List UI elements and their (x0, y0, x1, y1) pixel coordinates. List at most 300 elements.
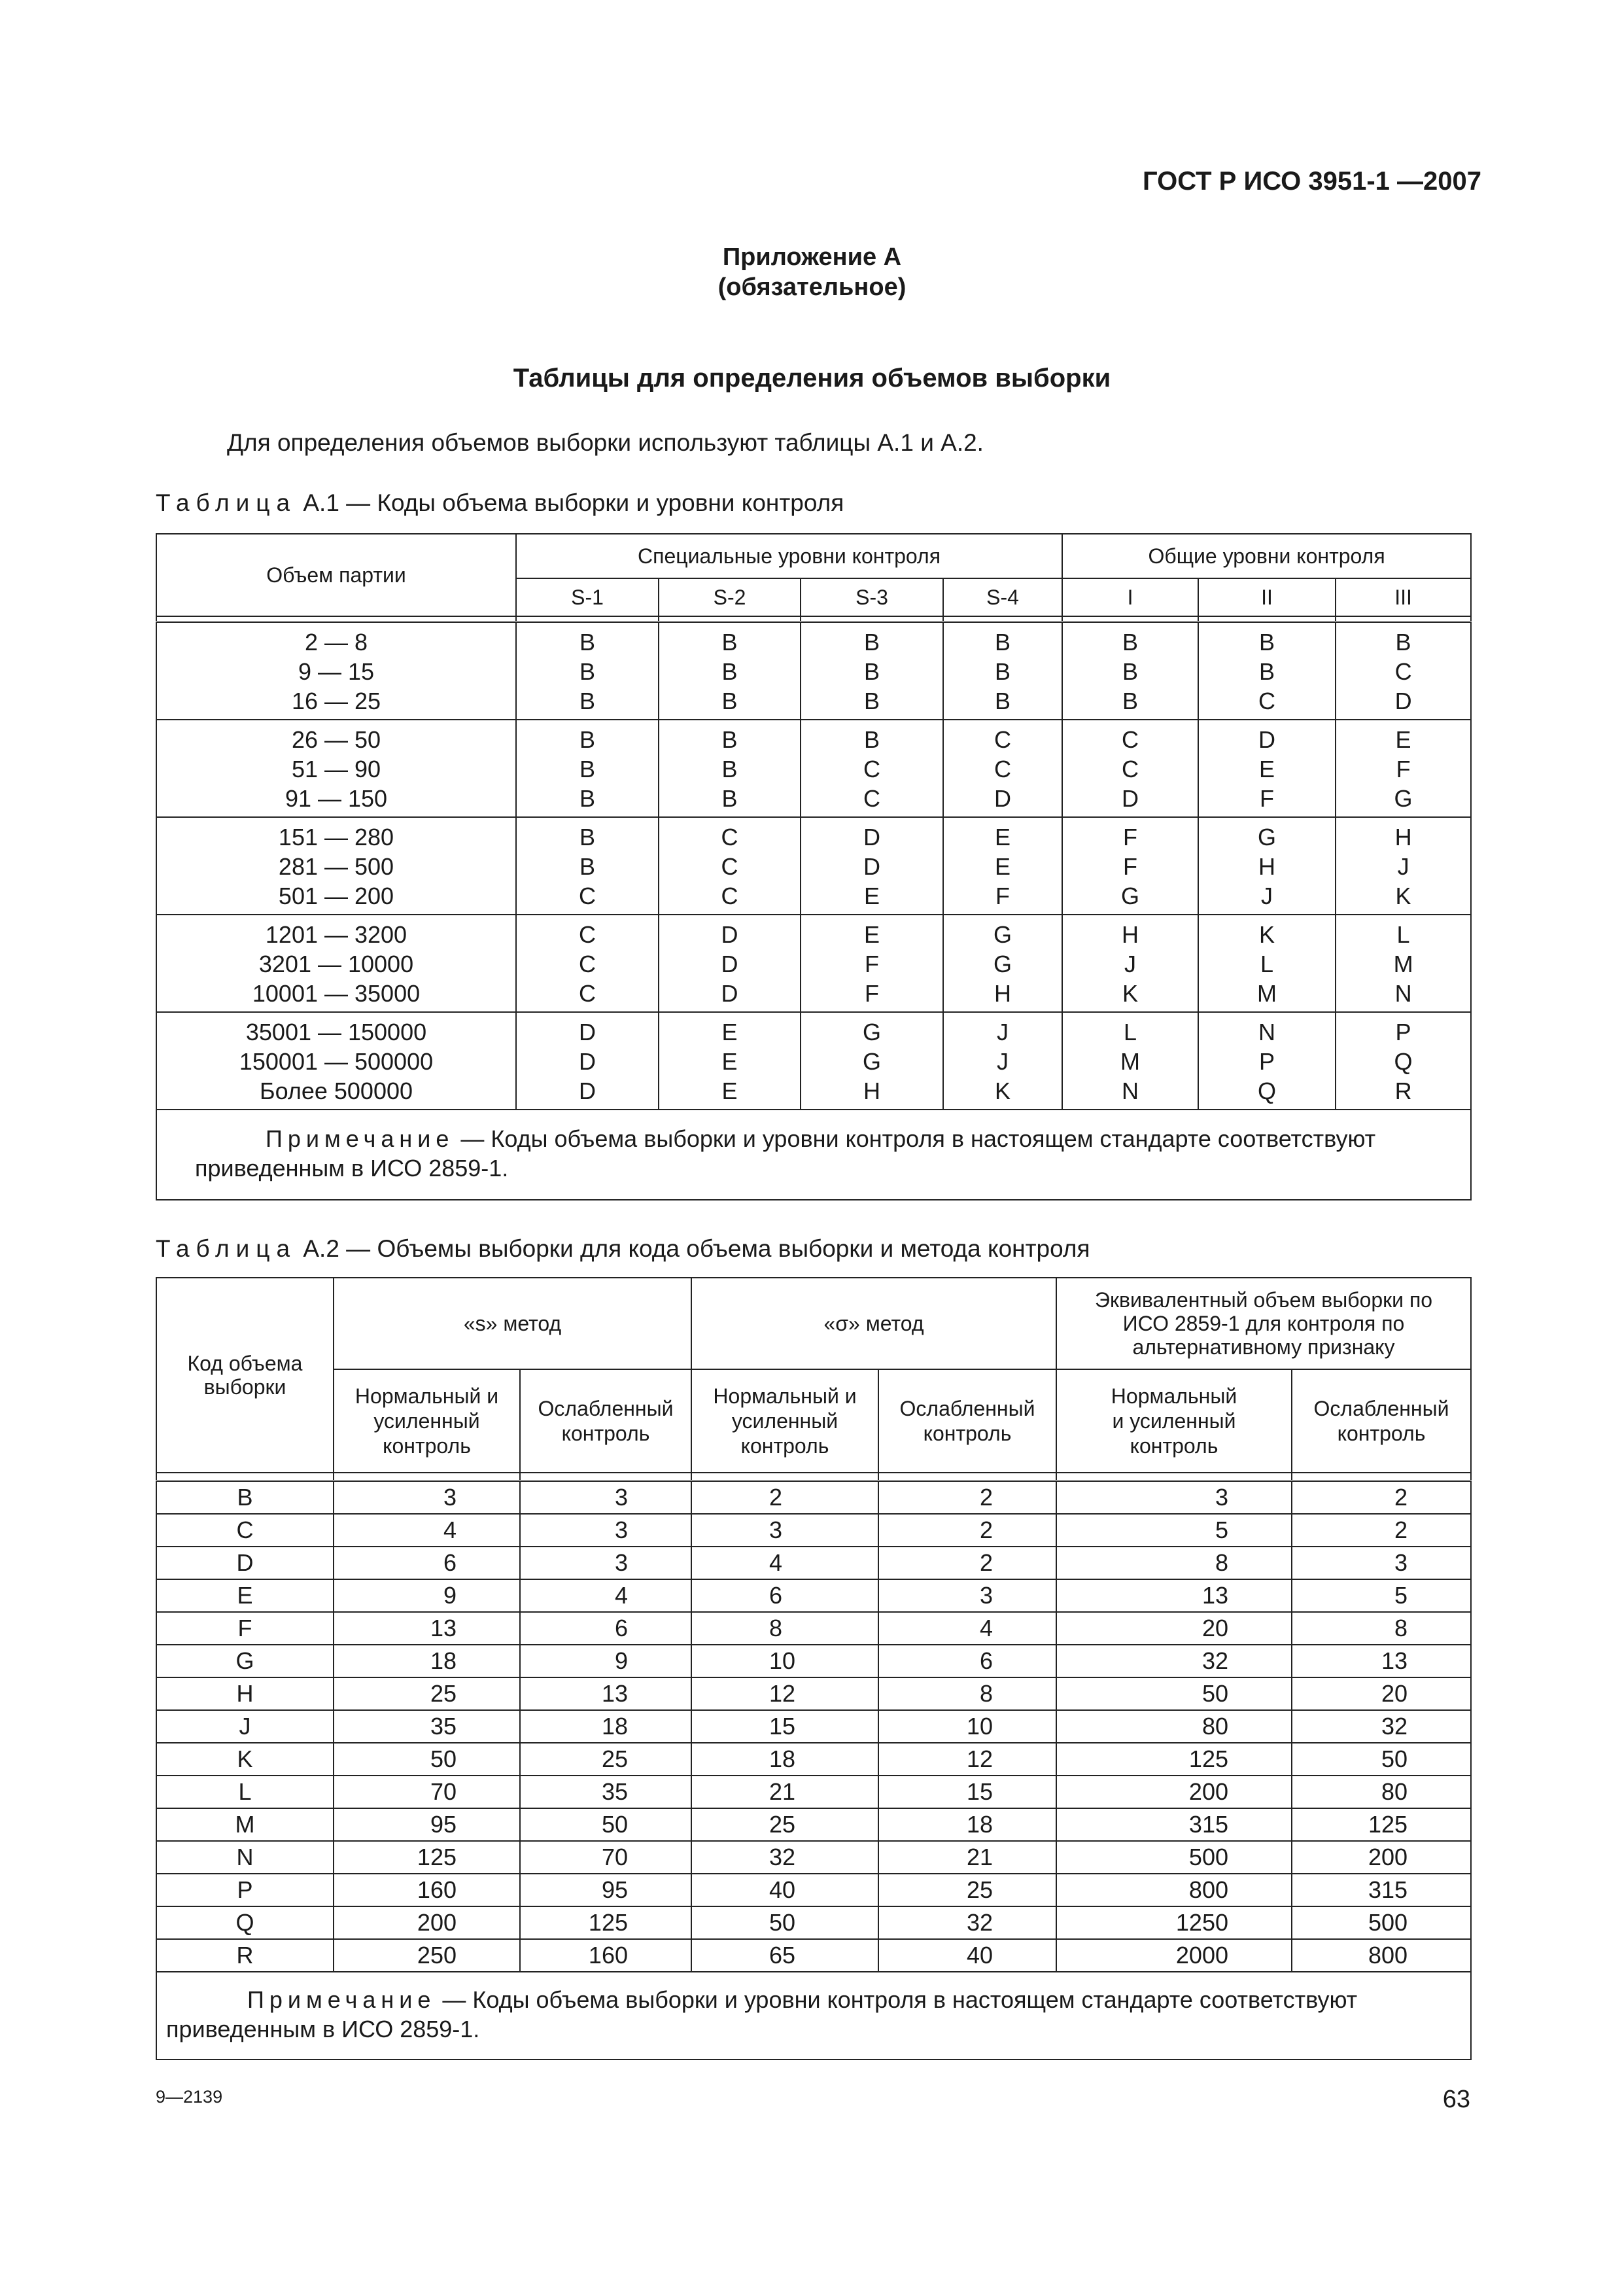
sample-code-letter: C (579, 883, 596, 909)
sample-code-letter: B (721, 658, 738, 685)
sample-code-letter: F (1396, 756, 1411, 782)
sample-size-cell: 95 (520, 1874, 691, 1906)
sample-code-letter: F (865, 951, 879, 977)
lot-group-row (156, 915, 1471, 1012)
table-a2-caption (156, 1235, 1090, 1263)
sample-size-cell: 20 (1292, 1677, 1471, 1710)
sample-size-cell: 4 (878, 1612, 1056, 1645)
sample-code-letter: B (995, 688, 1011, 714)
sample-code-cell: M (156, 1808, 334, 1841)
sample-size-cell: 2 (1292, 1481, 1471, 1515)
sample-size-cell: 50 (691, 1906, 878, 1939)
table-a2-note (156, 1972, 1471, 2059)
sample-code-letter: G (862, 1019, 881, 1045)
note-label: Примечание (266, 1125, 455, 1152)
sample-size-cell: 65 (691, 1939, 878, 1972)
sample-code-letter: D (863, 824, 880, 850)
sample-size-cell: 5 (1056, 1514, 1292, 1547)
sample-code-letter: B (995, 658, 1011, 685)
sample-code-letter: B (1122, 658, 1139, 685)
sample-size-cell: 80 (1292, 1776, 1471, 1808)
caption-text: А.1 — Коды объема выборки и уровни контроля (303, 489, 844, 516)
sample-size-cell: 18 (878, 1808, 1056, 1841)
sample-size-cell: 3 (520, 1547, 691, 1579)
sample-size-cell: 50 (1292, 1743, 1471, 1776)
sample-code-letter: B (579, 785, 595, 812)
sample-size-cell: 32 (1056, 1645, 1292, 1677)
sample-code-letter: M (1393, 951, 1413, 977)
table-row (156, 1743, 1471, 1776)
page-number: 63 (1442, 2086, 1470, 2113)
sample-size-cell: 4 (334, 1514, 520, 1547)
lot-size-cell (156, 622, 516, 720)
sample-code-letter: B (863, 726, 880, 753)
sample-code-letter: B (721, 629, 738, 656)
code-cell (1198, 622, 1336, 720)
group-equivalent: Эквивалентный объем выборки по ИСО 2859-1 для контроля по альтернативному признаку (1056, 1278, 1471, 1369)
code-cell (1336, 720, 1471, 817)
sample-code-letter: E (1259, 756, 1275, 782)
code-cell (1062, 1012, 1198, 1110)
sample-size-cell: 315 (1056, 1808, 1292, 1841)
sample-size-cell: 125 (1292, 1808, 1471, 1841)
code-cell (1198, 817, 1336, 915)
sample-code-letter: B (721, 688, 738, 714)
table-row (156, 1939, 1471, 1972)
sample-code-letter: G (1258, 824, 1277, 850)
sample-code-letter: E (995, 824, 1011, 850)
sample-size-cell: 25 (520, 1743, 691, 1776)
code-cell (1336, 817, 1471, 915)
sample-size-cell: 13 (520, 1677, 691, 1710)
sample-size-cell: 6 (520, 1612, 691, 1645)
lot-size-range: 150001 — 500000 (239, 1048, 434, 1075)
sample-size-cell: 21 (878, 1841, 1056, 1874)
caption-text: А.2 — Объемы выборки для кода объема выборки и метода контроля (303, 1235, 1090, 1262)
lot-size-cell (156, 915, 516, 1012)
sample-size-cell: 2000 (1056, 1939, 1292, 1972)
code-cell (1336, 622, 1471, 720)
appendix-type: (обязательное) (717, 273, 907, 301)
sample-size-cell: 25 (334, 1677, 520, 1710)
table-row (156, 1677, 1471, 1710)
code-cell (943, 622, 1062, 720)
sample-code-letter: C (863, 785, 880, 812)
sample-size-cell: 3 (520, 1514, 691, 1547)
sample-code-letter: C (863, 756, 880, 782)
lot-size-range: 151 — 280 (278, 824, 394, 850)
sample-size-cell: 160 (334, 1874, 520, 1906)
caption-prefix: Таблица (156, 1235, 297, 1262)
sample-code-letter: J (1397, 853, 1409, 880)
lot-size-range: 26 — 50 (291, 726, 381, 753)
sample-code-letter: P (1395, 1019, 1411, 1045)
sample-code-letter: E (721, 1048, 738, 1075)
sample-size-cell: 13 (334, 1612, 520, 1645)
sample-code-letter: L (1396, 921, 1410, 948)
sample-code-letter: E (721, 1077, 738, 1104)
table-row (156, 1776, 1471, 1808)
sample-code-letter: B (579, 629, 595, 656)
code-cell (1062, 622, 1198, 720)
sample-size-cell: 3 (1292, 1547, 1471, 1579)
sample-code-letter: E (721, 1019, 738, 1045)
lot-size-range: 51 — 90 (291, 756, 381, 782)
sample-code-cell: H (156, 1677, 334, 1710)
sub-normal-equiv: Нормальный и усиленный контроль (1056, 1369, 1292, 1473)
sample-code-letter: B (1122, 629, 1139, 656)
sample-size-cell: 25 (878, 1874, 1056, 1906)
sample-code-letter: B (579, 756, 595, 782)
sample-code-cell: Q (156, 1906, 334, 1939)
sample-code-letter: E (863, 921, 880, 948)
sample-code-letter: Q (1258, 1077, 1277, 1104)
sample-size-cell: 32 (878, 1906, 1056, 1939)
sample-code-letter: H (1122, 921, 1139, 948)
code-cell (1198, 720, 1336, 817)
sample-code-letter: D (579, 1077, 596, 1104)
sample-code-letter: B (995, 629, 1011, 656)
level-header: I (1062, 578, 1198, 616)
sample-size-cell: 40 (878, 1939, 1056, 1972)
sample-code-cell: L (156, 1776, 334, 1808)
sample-code-letter: G (993, 951, 1012, 977)
sample-code-letter: M (1120, 1048, 1141, 1075)
sample-size-cell: 500 (1292, 1906, 1471, 1939)
table-a2 (156, 1277, 1472, 2060)
sample-size-cell: 8 (878, 1677, 1056, 1710)
sample-code-letter: J (997, 1048, 1009, 1075)
table-row (156, 1481, 1471, 1515)
sample-code-letter: B (863, 688, 880, 714)
sample-size-cell: 125 (520, 1906, 691, 1939)
sample-code-cell: F (156, 1612, 334, 1645)
sample-size-cell: 13 (1292, 1645, 1471, 1677)
sample-code-letter: K (1259, 921, 1275, 948)
lot-group-row (156, 1012, 1471, 1110)
sample-code-letter: C (721, 824, 738, 850)
sample-size-cell: 50 (520, 1808, 691, 1841)
level-header: S-2 (659, 578, 801, 616)
sample-code-letter: E (1395, 726, 1411, 753)
sample-code-letter: B (721, 726, 738, 753)
sample-size-cell: 250 (334, 1939, 520, 1972)
sample-code-letter: B (721, 785, 738, 812)
lot-group-row (156, 622, 1471, 720)
code-cell (1062, 817, 1198, 915)
table-row (156, 1645, 1471, 1677)
sample-size-cell: 70 (520, 1841, 691, 1874)
code-cell (1198, 915, 1336, 1012)
table-row (156, 1808, 1471, 1841)
sample-code-letter: D (1122, 785, 1139, 812)
sample-code-cell: G (156, 1645, 334, 1677)
group-s-method: «s» метод (334, 1278, 691, 1369)
sample-code-letter: E (863, 883, 880, 909)
sample-size-cell: 50 (334, 1743, 520, 1776)
intro-paragraph: Для определения объемов выборки используют таблицы А.1 и А.2. (227, 429, 984, 456)
code-cell (943, 915, 1062, 1012)
lot-size-cell (156, 1012, 516, 1110)
sample-size-cell: 200 (1292, 1841, 1471, 1874)
sample-code-letter: C (1122, 726, 1139, 753)
code-cell (516, 622, 659, 720)
table-row (156, 1514, 1471, 1547)
code-cell (659, 1012, 801, 1110)
appendix-title: Приложение А (722, 243, 902, 271)
sample-size-cell: 4 (691, 1547, 878, 1579)
sample-size-cell: 2 (878, 1547, 1056, 1579)
sample-size-cell: 3 (691, 1514, 878, 1547)
sample-code-cell: C (156, 1514, 334, 1547)
table-a1-caption (156, 489, 844, 517)
sample-size-cell: 20 (1056, 1612, 1292, 1645)
sample-code-letter: Q (1394, 1048, 1413, 1075)
sample-code-letter: C (579, 951, 596, 977)
lot-size-range: 91 — 150 (285, 785, 388, 812)
lot-size-range: Более 500000 (259, 1077, 413, 1104)
note-text: — Коды объема выборки и уровни контроля в настоящем стандарте соответствуют приведенным в ИСО 2859-1. (166, 1986, 1358, 2042)
sample-code-cell: P (156, 1874, 334, 1906)
sample-size-cell: 12 (691, 1677, 878, 1710)
code-cell (943, 720, 1062, 817)
sample-code-letter: B (579, 726, 595, 753)
table-a1-note (156, 1110, 1471, 1200)
sample-size-cell: 8 (691, 1612, 878, 1645)
group-general-levels: Общие уровни контроля (1062, 534, 1471, 578)
sample-size-cell: 13 (1056, 1579, 1292, 1612)
sample-size-cell: 2 (691, 1481, 878, 1515)
sub-normal-s: Нормальный и усиленный контроль (334, 1369, 520, 1473)
sample-size-cell: 10 (878, 1710, 1056, 1743)
code-cell (801, 817, 943, 915)
table-row (156, 1547, 1471, 1579)
sample-code-letter: H (1394, 824, 1412, 850)
code-cell (1062, 915, 1198, 1012)
sample-size-cell: 95 (334, 1808, 520, 1841)
sample-size-cell: 6 (334, 1547, 520, 1579)
sample-size-cell: 25 (691, 1808, 878, 1841)
caption-prefix: Таблица (156, 489, 297, 516)
sample-size-cell: 18 (520, 1710, 691, 1743)
sample-size-cell: 160 (520, 1939, 691, 1972)
table-row (156, 1710, 1471, 1743)
sample-code-letter: L (1124, 1019, 1137, 1045)
sample-code-letter: C (579, 921, 596, 948)
code-cell (943, 1012, 1062, 1110)
sample-code-letter: D (863, 853, 880, 880)
sample-size-cell: 2 (878, 1514, 1056, 1547)
print-code: 9—2139 (156, 2087, 223, 2107)
sample-code-letter: C (994, 726, 1012, 753)
note-text: — Коды объема выборки и уровни контроля в настоящем стандарте соответствуют приведенным в ИСО 2859-1. (195, 1125, 1376, 1182)
sample-size-cell: 10 (691, 1645, 878, 1677)
sample-code-letter: E (995, 853, 1011, 880)
sample-size-cell: 200 (334, 1906, 520, 1939)
sample-size-cell: 9 (334, 1579, 520, 1612)
sample-code-letter: J (1124, 951, 1137, 977)
sub-normal-sigma: Нормальный и усиленный контроль (691, 1369, 878, 1473)
sample-code-letter: B (1395, 629, 1411, 656)
col-sample-code: Код объема выборки (156, 1278, 334, 1473)
table-row (156, 1906, 1471, 1939)
sample-code-cell: R (156, 1939, 334, 1972)
sample-size-cell: 35 (520, 1776, 691, 1808)
lot-size-range: 16 — 25 (291, 688, 381, 714)
sample-code-cell: B (156, 1481, 334, 1515)
sample-size-cell: 500 (1056, 1841, 1292, 1874)
table-row (156, 1874, 1471, 1906)
group-sigma-method: «σ» метод (691, 1278, 1056, 1369)
sample-code-letter: F (1260, 785, 1275, 812)
code-cell (659, 817, 801, 915)
sample-code-letter: G (1394, 785, 1413, 812)
sample-code-letter: K (1395, 883, 1411, 909)
sample-code-letter: J (997, 1019, 1009, 1045)
sample-code-cell: D (156, 1547, 334, 1579)
sample-size-cell: 8 (1056, 1547, 1292, 1579)
code-cell (1062, 720, 1198, 817)
sub-reduced-equiv: Ослабленный контроль (1292, 1369, 1471, 1473)
sub-reduced-s: Ослабленный контроль (520, 1369, 691, 1473)
sample-code-letter: B (1122, 688, 1139, 714)
sample-size-cell: 8 (1292, 1612, 1471, 1645)
sample-code-letter: B (721, 756, 738, 782)
sample-size-cell: 1250 (1056, 1906, 1292, 1939)
sample-size-cell: 9 (520, 1645, 691, 1677)
sample-code-cell: J (156, 1710, 334, 1743)
lot-size-range: 10001 — 35000 (252, 980, 421, 1007)
sample-code-letter: F (995, 883, 1011, 909)
sample-code-cell: K (156, 1743, 334, 1776)
sample-code-letter: L (1260, 951, 1274, 977)
sample-size-cell: 2 (1292, 1514, 1471, 1547)
code-cell (1198, 1012, 1336, 1110)
sample-code-letter: C (1122, 756, 1139, 782)
level-header: S-3 (801, 578, 943, 616)
sample-size-cell: 3 (334, 1481, 520, 1515)
table-row (156, 1579, 1471, 1612)
table-row (156, 1612, 1471, 1645)
col-lot-size: Объем партии (156, 534, 516, 616)
sample-size-cell: 125 (334, 1841, 520, 1874)
sample-code-letter: B (863, 629, 880, 656)
sample-code-letter: B (579, 688, 595, 714)
sample-code-letter: K (995, 1077, 1011, 1104)
sample-size-cell: 32 (1292, 1710, 1471, 1743)
code-cell (943, 817, 1062, 915)
sample-code-letter: G (862, 1048, 881, 1075)
sample-code-letter: P (1259, 1048, 1275, 1075)
sample-code-letter: D (1394, 688, 1412, 714)
sample-size-cell: 15 (878, 1776, 1056, 1808)
sample-size-cell: 4 (520, 1579, 691, 1612)
sample-size-cell: 125 (1056, 1743, 1292, 1776)
lot-size-cell (156, 817, 516, 915)
lot-size-range: 1201 — 3200 (265, 921, 407, 948)
sample-size-cell: 3 (520, 1481, 691, 1515)
sample-code-letter: H (863, 1077, 880, 1104)
sample-size-cell: 18 (334, 1645, 520, 1677)
level-header: S-1 (516, 578, 659, 616)
sample-size-cell: 80 (1056, 1710, 1292, 1743)
code-cell (659, 720, 801, 817)
sample-size-cell: 50 (1056, 1677, 1292, 1710)
sample-size-cell: 35 (334, 1710, 520, 1743)
sample-size-cell: 800 (1292, 1939, 1471, 1972)
section-title: Таблицы для определения объемов выборки (513, 364, 1111, 393)
sample-size-cell: 800 (1056, 1874, 1292, 1906)
sample-code-letter: C (994, 756, 1012, 782)
code-cell (801, 720, 943, 817)
lot-group-row (156, 817, 1471, 915)
sample-code-letter: K (1122, 980, 1139, 1007)
code-cell (516, 817, 659, 915)
table-row (156, 1841, 1471, 1874)
sample-code-letter: B (863, 658, 880, 685)
sample-size-cell: 3 (1056, 1481, 1292, 1515)
sample-code-letter: B (1259, 629, 1275, 656)
sample-code-letter: G (1121, 883, 1140, 909)
sample-code-letter: B (579, 853, 595, 880)
sample-size-cell: 70 (334, 1776, 520, 1808)
sample-code-letter: H (994, 980, 1012, 1007)
lot-size-range: 9 — 15 (298, 658, 375, 685)
code-cell (1336, 1012, 1471, 1110)
lot-group-row (156, 720, 1471, 817)
sample-code-letter: D (579, 1048, 596, 1075)
lot-size-range: 501 — 200 (278, 883, 394, 909)
level-header: II (1198, 578, 1336, 616)
sample-code-letter: J (1261, 883, 1273, 909)
code-cell (659, 622, 801, 720)
lot-size-range: 2 — 8 (304, 629, 368, 656)
sample-code-letter: H (1258, 853, 1276, 880)
level-header: S-4 (943, 578, 1062, 616)
code-cell (801, 915, 943, 1012)
sample-code-letter: B (579, 658, 595, 685)
lot-size-range: 35001 — 150000 (245, 1019, 427, 1045)
sample-size-cell: 18 (691, 1743, 878, 1776)
sample-code-cell: N (156, 1841, 334, 1874)
sample-code-letter: C (721, 853, 738, 880)
code-cell (516, 915, 659, 1012)
sample-size-cell: 21 (691, 1776, 878, 1808)
sample-code-letter: C (1394, 658, 1412, 685)
sample-code-letter: N (1258, 1019, 1276, 1045)
sample-code-letter: M (1257, 980, 1277, 1007)
sample-code-letter: C (721, 883, 738, 909)
code-cell (659, 915, 801, 1012)
sample-size-cell: 315 (1292, 1874, 1471, 1906)
sample-size-cell: 6 (691, 1579, 878, 1612)
sample-code-letter: F (1123, 824, 1138, 850)
sample-size-cell: 15 (691, 1710, 878, 1743)
group-special-levels: Специальные уровни контроля (516, 534, 1062, 578)
code-cell (801, 622, 943, 720)
lot-size-range: 3201 — 10000 (258, 951, 414, 977)
sample-code-letter: D (1258, 726, 1276, 753)
sample-code-letter: C (579, 980, 596, 1007)
sub-reduced-sigma: Ослабленный контроль (878, 1369, 1056, 1473)
note-label: Примечание (247, 1986, 436, 2013)
code-cell (516, 720, 659, 817)
sample-size-cell: 5 (1292, 1579, 1471, 1612)
sample-code-letter: N (1394, 980, 1412, 1007)
code-cell (516, 1012, 659, 1110)
sample-code-letter: B (579, 824, 595, 850)
sample-code-letter: C (1258, 688, 1276, 714)
